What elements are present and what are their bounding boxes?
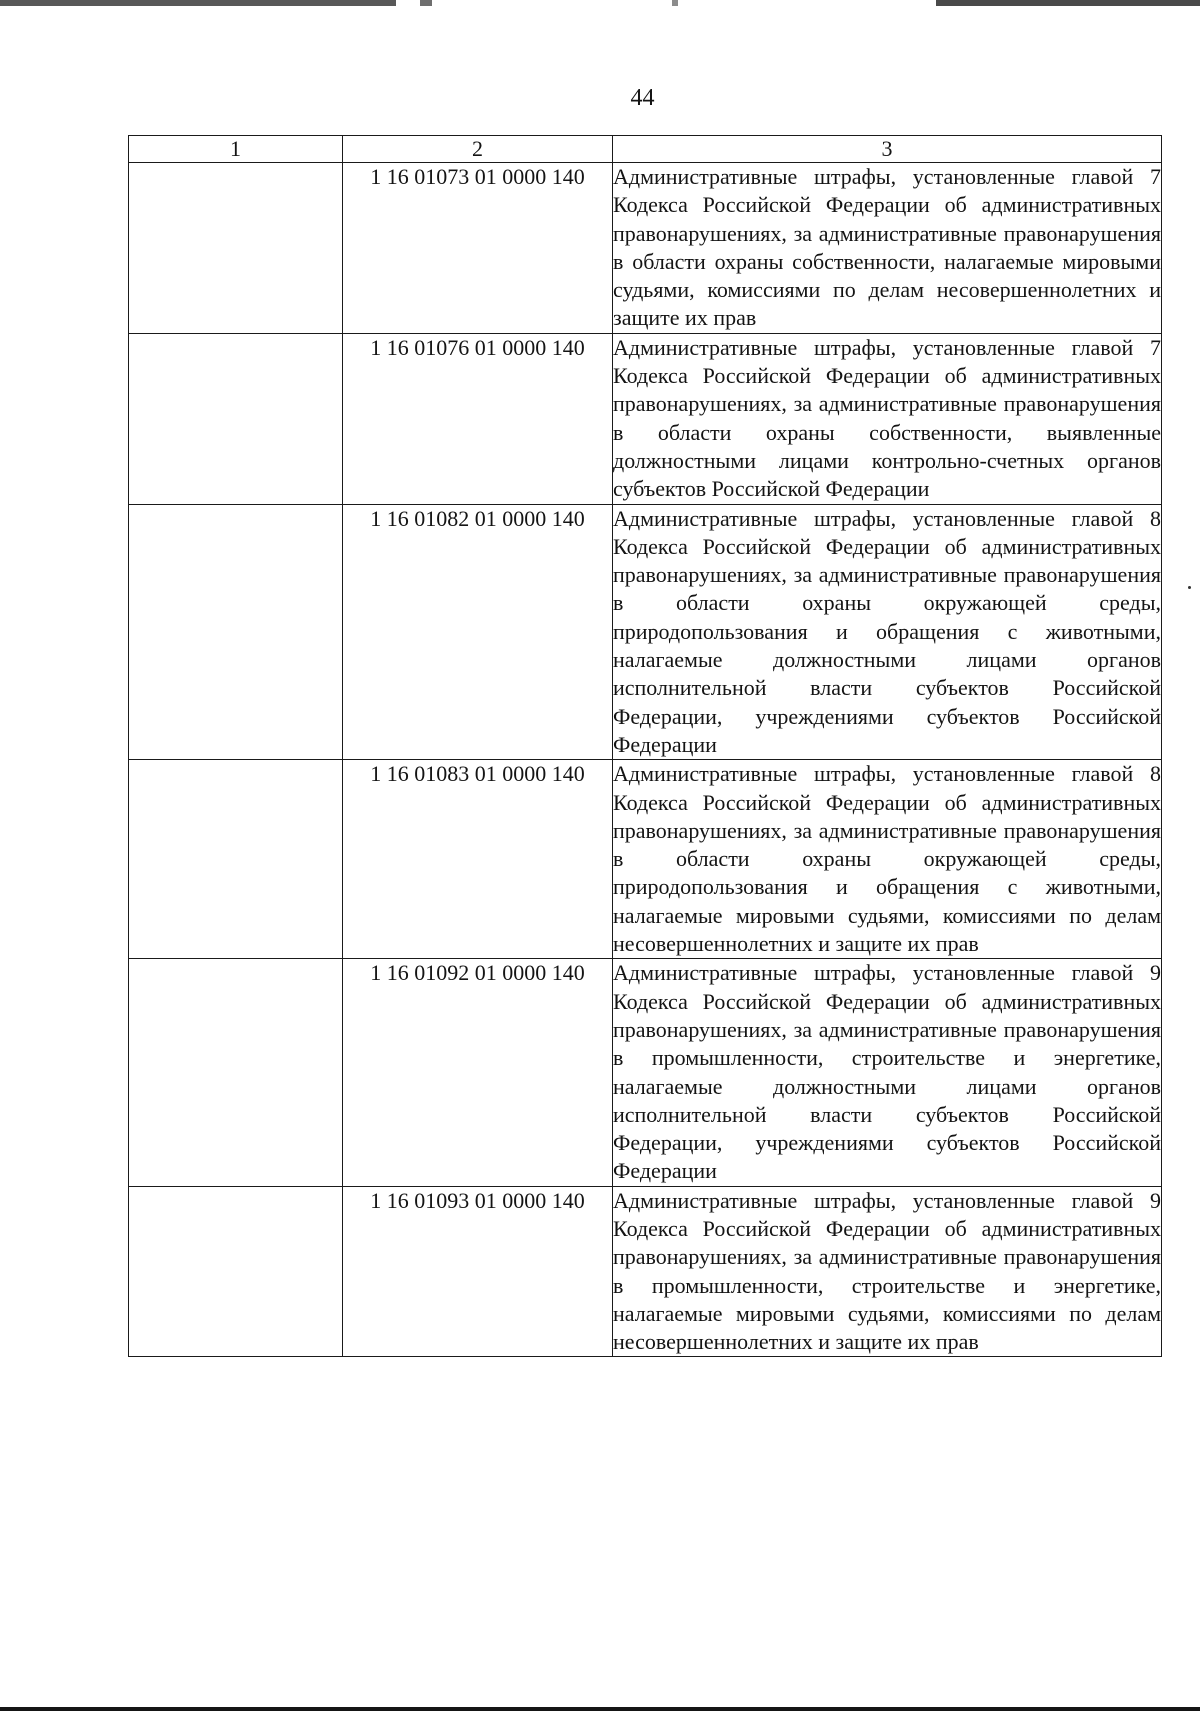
column-header-2: 2 <box>343 136 613 163</box>
budget-code-cell: 1 16 01083 01 0000 140 <box>343 760 613 959</box>
budget-code-cell: 1 16 01093 01 0000 140 <box>343 1186 613 1357</box>
scan-speck <box>1188 586 1191 589</box>
row-col1-cell <box>129 163 343 334</box>
budget-code-cell: 1 16 01076 01 0000 140 <box>343 333 613 504</box>
description-cell: Административные штрафы, установленные главой 9 Кодекса Российской Федерации об административных правонарушениях, за административные правонарушения в промышленности, строительстве и энергетике, налагаемые должностными лицами органов исполнительной власти субъектов Российской Федерации, учреждениями субъектов Российской Федерации <box>613 959 1162 1186</box>
table-header-row <box>129 136 1162 163</box>
budget-code-cell: 1 16 01092 01 0000 140 <box>343 959 613 1186</box>
row-col1-cell <box>129 959 343 1186</box>
table-row <box>129 959 1162 1186</box>
row-col1-cell <box>129 504 343 760</box>
description-cell: Административные штрафы, установленные главой 9 Кодекса Российской Федерации об административных правонарушениях, за административные правонарушения в промышленности, строительстве и энергетике, налагаемые мировыми судьями, комиссиями по делам несовершеннолетних и защите их прав <box>613 1186 1162 1357</box>
description-cell: Административные штрафы, установленные главой 8 Кодекса Российской Федерации об административных правонарушениях, за административные правонарушения в области охраны окружающей среды, природопользования и обращения с животными, налагаемые мировыми судьями, комиссиями по делам несовершеннолетних и защите их прав <box>613 760 1162 959</box>
column-header-1: 1 <box>129 136 343 163</box>
description-cell: Административные штрафы, установленные главой 7 Кодекса Российской Федерации об административных правонарушениях, за административные правонарушения в области охраны собственности, выявленные должностными лицами контрольно-счетных органов субъектов Российской Федерации <box>613 333 1162 504</box>
budget-code-cell: 1 16 01073 01 0000 140 <box>343 163 613 334</box>
column-header-3: 3 <box>613 136 1162 163</box>
table-row <box>129 1186 1162 1357</box>
row-col1-cell <box>129 1186 343 1357</box>
row-col1-cell <box>129 760 343 959</box>
table-row <box>129 760 1162 959</box>
scan-edge-bottom <box>0 1707 1200 1711</box>
budget-code-cell: 1 16 01082 01 0000 140 <box>343 504 613 760</box>
page-number: 44 <box>630 85 655 111</box>
row-col1-cell <box>129 333 343 504</box>
table-row <box>129 163 1162 334</box>
budget-codes-table <box>128 135 1162 1357</box>
table-row <box>129 504 1162 760</box>
scan-edge-top <box>0 0 1200 6</box>
description-cell: Административные штрафы, установленные главой 7 Кодекса Российской Федерации об административных правонарушениях, за административные правонарушения в области охраны собственности, налагаемые мировыми судьями, комиссиями по делам несовершеннолетних и защите их прав <box>613 163 1162 334</box>
table-row <box>129 333 1162 504</box>
description-cell: Административные штрафы, установленные главой 8 Кодекса Российской Федерации об административных правонарушениях, за административные правонарушения в области охраны окружающей среды, природопользования и обращения с животными, налагаемые должностными лицами органов исполнительной власти субъектов Российской Федерации, учреждениями субъектов Российской Федерации <box>613 504 1162 760</box>
